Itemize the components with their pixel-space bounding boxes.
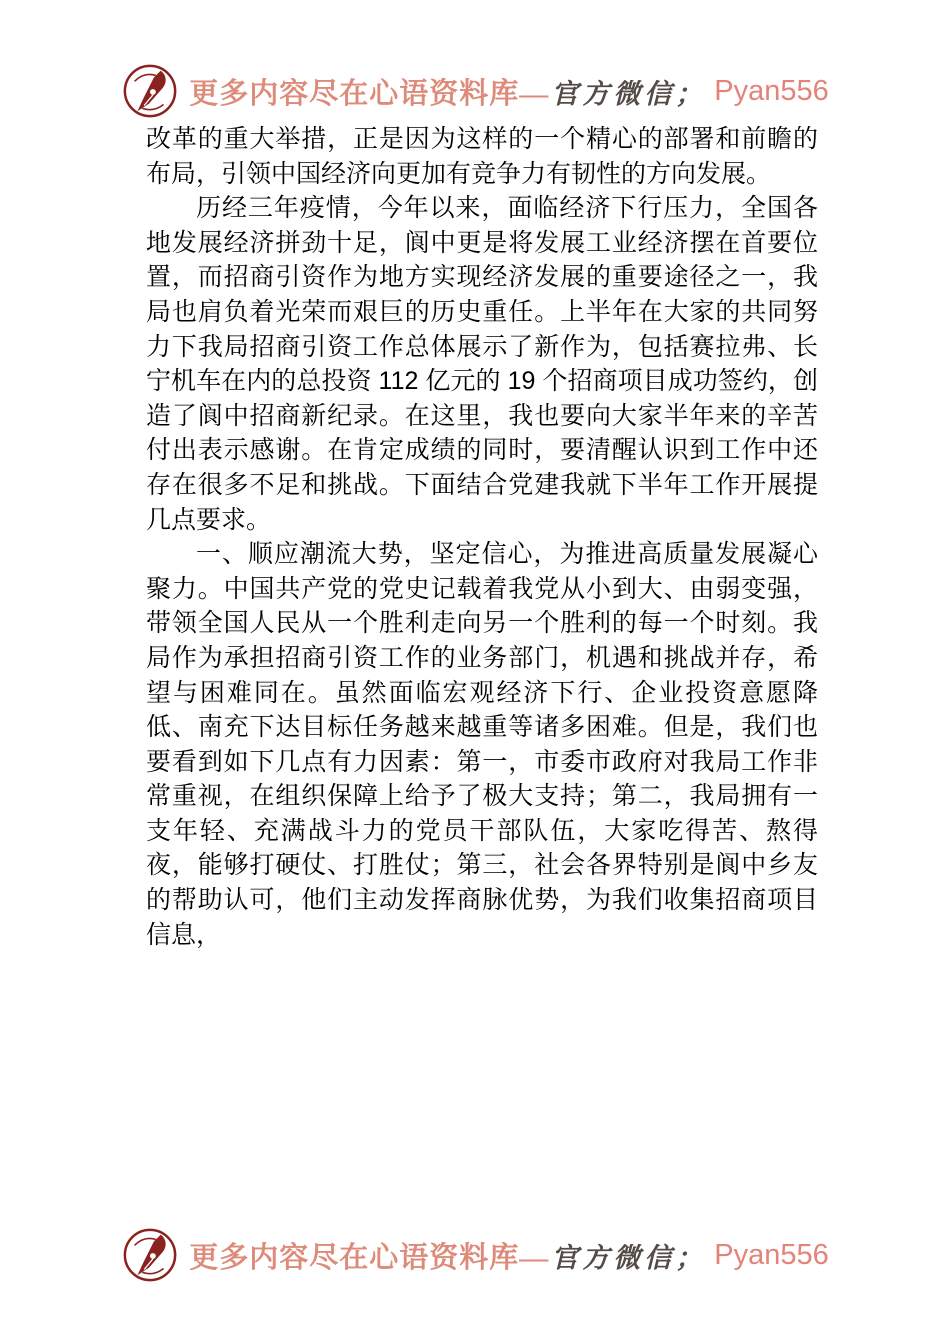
watermark-footer: [0, 1226, 950, 1284]
paragraph: 改革的重大举措，正是因为这样的一个精心的部署和前瞻的布局，引领中国经济向更加有竞争力有韧性的方向发展。: [146, 125, 818, 188]
pen-in-circle-logo-icon: [121, 1226, 179, 1284]
watermark-wechat-id: Pyan556: [714, 74, 829, 107]
paragraph: 历经三年疫情，今年以来，面临经济下行压力，全国各地发展经济拼劲十足，阆中更是将发展工业经济摆在首要位置，而招商引资作为地方实现经济发展的重要途径之一，我局也肩负着光荣而艰巨的历史重任。上半年在大家的共同努力下我局招商引资工作总体展示了新作为，包括赛拉弗、长宁机车在内的总投资 112 亿元的 19 个招商项目成功签约，创造了阆中招商新纪录。在这里，我也要向大家半年来的辛苦付出表示感谢。在肯定成绩的同时，要清醒认识到工作中还存在很多不足和挑战。下面结合党建我就下半年工作开展提几点要求。: [146, 194, 818, 534]
pen-in-circle-logo-icon: [121, 62, 179, 120]
watermark-wechat-label: 官方微信；: [551, 1242, 707, 1273]
watermark-main-text: 更多内容尽在心语资料库—: [189, 77, 550, 110]
paragraph: 一、顺应潮流大势，坚定信心，为推进高质量发展凝心聚力。中国共产党的党史记载着我党从小到大、由弱变强， 带领全国人民从一个胜利走向另一个胜利的每一个时刻。我局作为承担招商引资工作的业务部门，机遇和挑战并存，希望与困难同在。虽然面临宏观经济下行、企业投资意愿降低、南充下达目标任务越来越重等诸多困难。但是，我们也要看到如下几点有力因素：第一，市委市政府对我局工作非常重视，在组织保障上给予了极大支持；第二，我局拥有一支年轻、充满战斗力的党员干部队伍，大家吃得苦、熬得夜，能够打硬仗、打胜仗；第三，社会各界特别是阆中乡友的帮助认可，他们主动发挥商脉优势，为我们收集招商项目信息，: [146, 540, 818, 949]
watermark-main-text: 更多内容尽在心语资料库—: [189, 1241, 550, 1274]
watermark-header: [0, 62, 950, 120]
document-body: [146, 122, 818, 952]
watermark-wechat-label: 官方微信；: [551, 78, 707, 109]
watermark-wechat-id: Pyan556: [714, 1238, 829, 1271]
